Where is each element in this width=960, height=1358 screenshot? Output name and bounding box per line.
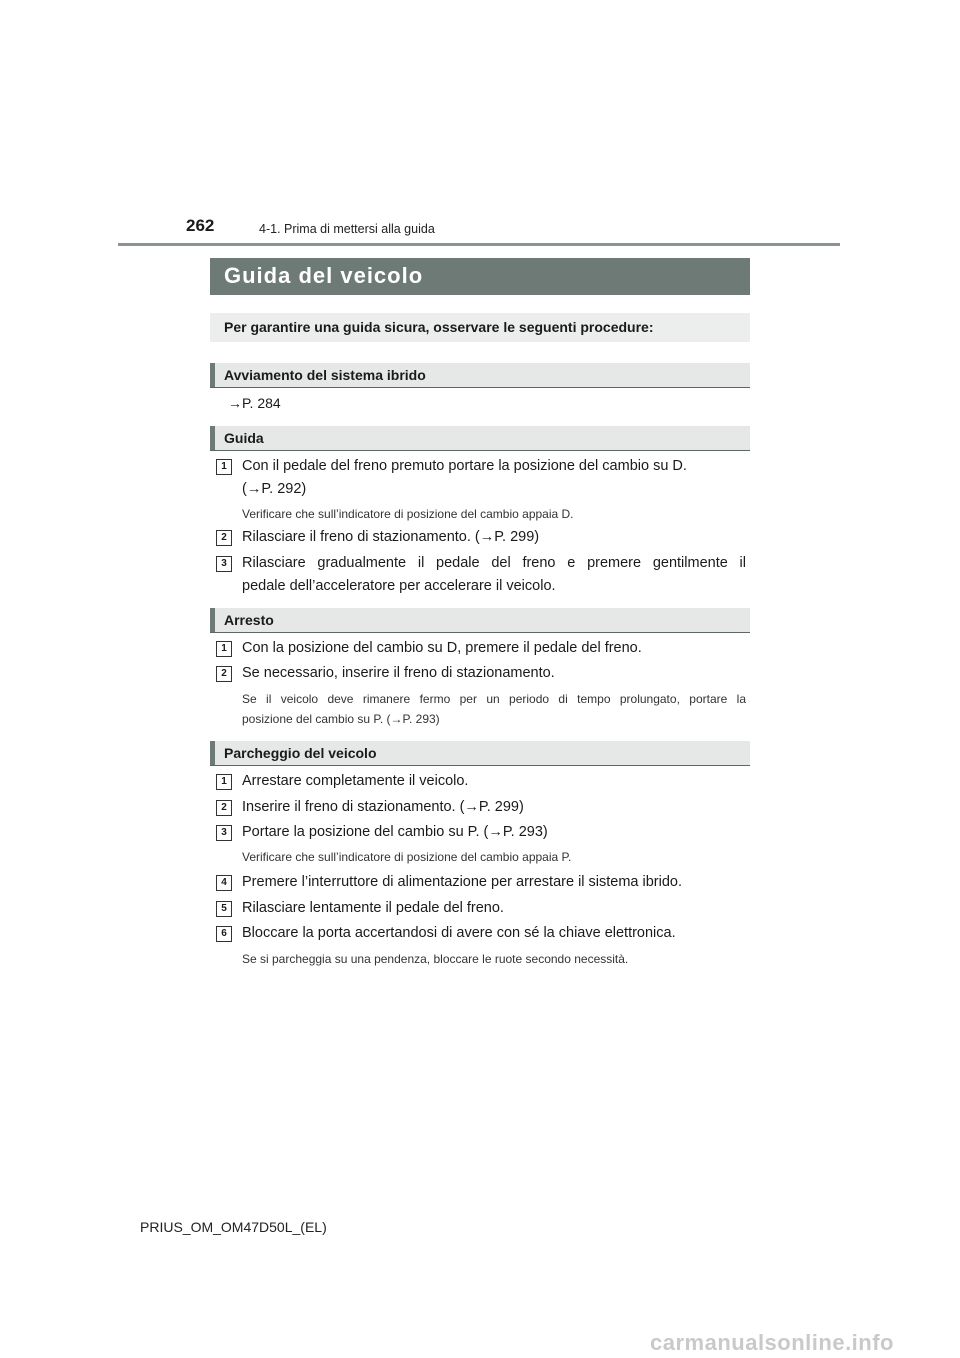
step-text-line: pedale dell’acceleratore per accelerare il veicolo. — [242, 578, 556, 594]
step-text: Premere l’interruttore di alimentazione per arrestare il sistema ibrido. — [242, 874, 683, 890]
step-text: Inserire il freno di stazionamento. (→P. 299) — [242, 799, 524, 815]
step-text: Rilasciare lentamente il pedale del freno. — [242, 900, 504, 916]
heading-parcheggio-text: Parcheggio del veicolo — [224, 745, 377, 761]
step-note: Verificare che sull’indicatore di posizione del cambio appaia P. — [242, 850, 572, 864]
step-note — [242, 689, 746, 729]
watermark: carmanualsonline.info — [650, 1330, 894, 1355]
intro-text: Per garantire una guida sicura, osservare le seguenti procedure: — [224, 319, 654, 335]
heading-guida-text: Guida — [224, 430, 264, 446]
step-note-line: posizione del cambio su P. (→P. 293) — [242, 712, 440, 726]
step-number-badge: 2 — [216, 800, 232, 816]
page-title: Guida del veicolo — [224, 263, 424, 288]
document-code: PRIUS_OM_OM47D50L_(EL) — [140, 1219, 327, 1235]
heading-parcheggio — [210, 741, 750, 766]
page-title-bar — [210, 258, 750, 295]
step-number-badge: 4 — [216, 875, 232, 891]
heading-guida — [210, 426, 750, 451]
step-text: Rilasciare il freno di stazionamento. (→P. 299) — [242, 529, 540, 545]
step-number-badge: 1 — [216, 459, 232, 475]
step-text — [242, 455, 746, 501]
step-text: Bloccare la porta accertandosi di avere con sé la chiave elettronica. — [242, 925, 676, 941]
step-number-badge: 1 — [216, 774, 232, 790]
heading-avviamento-text: Avviamento del sistema ibrido — [224, 367, 426, 383]
header-divider — [118, 243, 840, 246]
step-text: Con la posizione del cambio su D, premere il pedale del freno. — [242, 640, 642, 656]
step-note-line: Se il veicolo deve rimanere fermo per un periodo di tempo prolungato, portare la — [242, 692, 746, 706]
section-label: 4-1. Prima di mettersi alla guida — [259, 222, 435, 236]
heading-arresto — [210, 608, 750, 633]
step-note: Se si parcheggia su una pendenza, bloccare le ruote secondo necessità. — [242, 952, 629, 966]
step-number-badge: 5 — [216, 901, 232, 917]
step-number-badge: 2 — [216, 530, 232, 546]
heading-avviamento — [210, 363, 750, 388]
step-number-badge: 2 — [216, 666, 232, 682]
step-text: Se necessario, inserire il freno di stazionamento. — [242, 665, 555, 681]
step-number-badge: 1 — [216, 641, 232, 657]
step-number-badge: 6 — [216, 926, 232, 942]
step-text-line: Rilasciare gradualmente il pedale del freno e premere gentilmente il — [242, 555, 746, 571]
intro-box — [210, 313, 750, 342]
step-text — [242, 552, 746, 598]
page-number: 262 — [186, 216, 215, 235]
step-text-line: Con il pedale del freno premuto portare la posizione del cambio su D. — [242, 458, 687, 474]
step-number-badge: 3 — [216, 556, 232, 572]
heading-arresto-text: Arresto — [224, 612, 274, 628]
step-text: Portare la posizione del cambio su P. (→P. 293) — [242, 824, 548, 840]
page-reference: →P. 284 — [228, 395, 281, 411]
step-text: Arrestare completamente il veicolo. — [242, 773, 469, 789]
step-note: Verificare che sull’indicatore di posizione del cambio appaia D. — [242, 507, 574, 521]
step-text-line: (→P. 292) — [242, 481, 307, 497]
step-number-badge: 3 — [216, 825, 232, 841]
